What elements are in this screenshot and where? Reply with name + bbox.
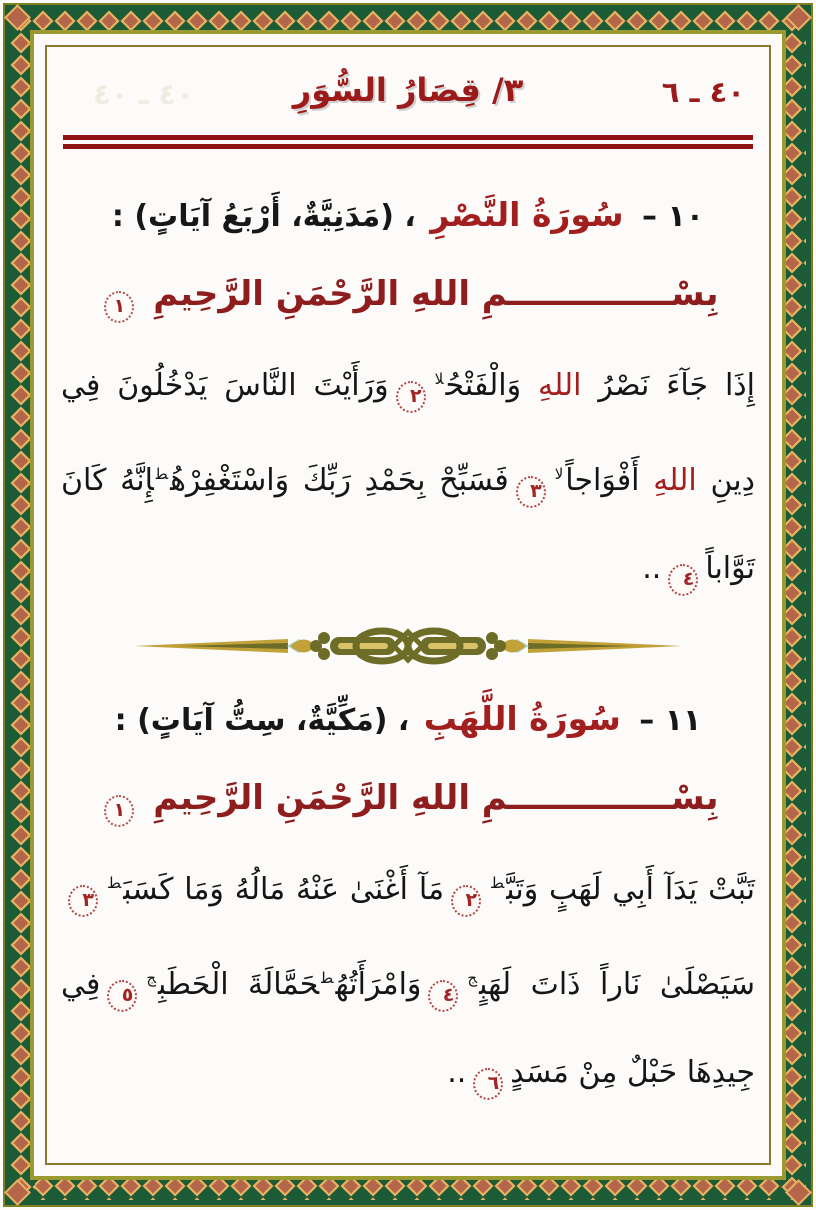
ayah-marker: ٣ (68, 885, 98, 917)
pause-mark: ج (146, 969, 157, 987)
header-double-rule (63, 135, 753, 149)
verse-text: حَمَّالَةَ الْحَطَبِ (158, 967, 320, 1002)
page-title: ٣/ قِصَارُ السُّوَرِ (292, 71, 524, 109)
rule-bar (63, 144, 753, 149)
pause-mark: ط (321, 969, 334, 987)
verse-text: فِي (61, 967, 101, 1002)
pause-mark: لا (554, 465, 564, 483)
verse-line (57, 1029, 759, 1117)
page-number-watermark: ٤٠ ـ ٤٠ (93, 77, 194, 111)
basmala-text: بِسْــــــــــــــمِ اللهِ الرَّحْمَنِ الرَّحِيمِ (153, 274, 719, 314)
page-content (47, 47, 769, 1163)
ayah-marker: ٥ (107, 980, 137, 1012)
pause-mark: ج (467, 969, 478, 987)
allah-word: اللهِ (538, 368, 582, 403)
end-dots: .. (642, 551, 662, 586)
verse-text: وَالْفَتْحُ (445, 368, 539, 403)
surah-info: ، (مَكِّيَّةٌ، سِتُّ آيَاتٍ) : (114, 703, 410, 738)
ayah-marker: ٣ (516, 476, 546, 508)
ayah-marker: ١ (104, 795, 134, 827)
page-range: ٤٠ ـ ٦ (661, 75, 745, 109)
ayah-marker: ١ (104, 291, 134, 323)
surah-number: ١٠ – (642, 199, 705, 234)
ayah-marker: ٦ (473, 1068, 503, 1100)
surah-info: ، (مَدَنِيَّةٌ، أَرْبَعُ آيَاتٍ) : (111, 199, 416, 234)
surah-number: ١١ – (639, 703, 702, 738)
surah-heading-an-nasr (57, 195, 759, 234)
basmala (57, 778, 759, 827)
surah-name: سُورَةُ اللَّهَبِ (423, 699, 621, 738)
pause-mark: ط (490, 874, 505, 892)
verse-text: سَيَصْلَىٰ نَاراً ذَاتَ لَهَبٍ (479, 967, 755, 1002)
ayah-marker: ٤ (428, 980, 458, 1012)
verse-text: تَبَّتْ يَدَآ أَبِي لَهَبٍ وَتَبَّ (506, 872, 755, 907)
verse-text: مَآ أَغْنَىٰ عَنْهُ مَالُهُ وَمَا كَسَبَ (123, 872, 445, 907)
verse-line (57, 934, 759, 1029)
verse-text: جِيدِهَا حَبْلٌ مِنْ مَسَدٍ (510, 1055, 755, 1090)
basmala-text: بِسْــــــــــــــمِ اللهِ الرَّحْمَنِ الرَّحِيمِ (153, 778, 719, 818)
knot-and-spears-ornament-icon (128, 623, 688, 669)
basmala (57, 274, 759, 323)
ayah-marker: ٢ (451, 885, 481, 917)
verse-text: دِينِ (696, 463, 755, 498)
ornamental-divider (57, 623, 759, 669)
allah-word: اللهِ (653, 463, 697, 498)
surah-heading-al-lahab (57, 699, 759, 738)
verse-text: وَامْرَأَتُهُ (335, 967, 422, 1002)
pause-mark: لا (434, 370, 444, 388)
ayah-marker: ٢ (396, 381, 426, 413)
surah-name: سُورَةُ النَّصْرِ (430, 195, 624, 234)
pause-mark: ط (107, 874, 122, 892)
end-dots: .. (447, 1055, 467, 1090)
verse-text: تَوَّاباً (705, 551, 755, 586)
verse-line (57, 430, 759, 525)
verses-an-nasr (57, 335, 759, 613)
verse-line (57, 335, 759, 430)
verse-text: فَسَبِّحْ بِحَمْدِ رَبِّكَ وَاسْتَغْفِرْهُ (170, 463, 509, 498)
verses-al-lahab (57, 839, 759, 1117)
pause-mark: ط (155, 465, 169, 483)
ayah-marker: ٤ (668, 564, 698, 596)
verse-text: وَرَأَيْتَ النَّاسَ يَدْخُلُونَ فِي (61, 368, 389, 403)
verse-line (57, 525, 759, 613)
verse-line (57, 839, 759, 934)
verse-text: إِنَّهُ كَانَ (61, 463, 154, 498)
verse-text: أَفْوَاجاً (565, 463, 654, 498)
page-header (57, 71, 759, 125)
verse-text: إِذَا جَآءَ نَصْرُ (581, 368, 755, 403)
